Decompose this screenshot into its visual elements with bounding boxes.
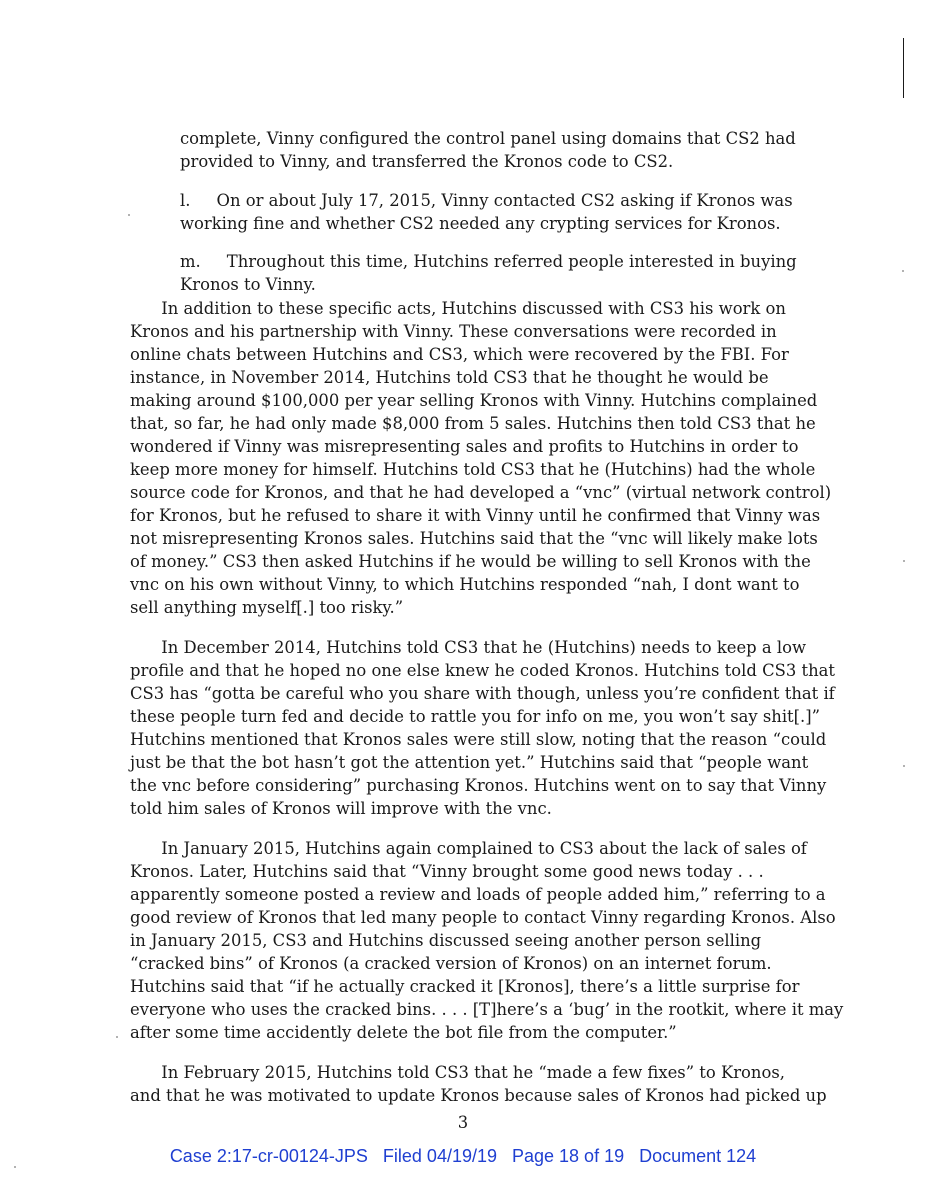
paragraph-line: Hutchins mentioned that Kronos sales were still slow, noting that the reason “could [130, 730, 827, 749]
list-item-m-line: m. Throughout this time, Hutchins referred people interested in buying [180, 252, 797, 271]
paragraph-line: for Kronos, but he refused to share it with Vinny until he confirmed that Vinny was [130, 506, 821, 525]
paragraph-line: good review of Kronos that led many people to contact Vinny regarding Kronos. Also [130, 908, 836, 927]
paragraph-line: and that he was motivated to update Kronos because sales of Kronos had picked up [130, 1086, 827, 1105]
paragraph-line: complete, Vinny configured the control panel using domains that CS2 had [180, 129, 796, 148]
scan-speck [903, 765, 905, 767]
paragraph-line: keep more money for himself. Hutchins told CS3 that he (Hutchins) had the whole [130, 460, 816, 479]
paragraph-line: Kronos. Later, Hutchins said that “Vinny brought some good news today . . . [130, 862, 764, 881]
paragraph-line: profile and that he hoped no one else knew he coded Kronos. Hutchins told CS3 that [130, 661, 835, 680]
paragraph-line: that, so far, he had only made $8,000 from 5 sales. Hutchins then told CS3 that he [130, 414, 816, 433]
paragraph-line: making around $100,000 per year selling Kronos with Vinny. Hutchins complained [130, 391, 818, 410]
paragraph-line: not misrepresenting Kronos sales. Hutchins said that the “vnc will likely make lots [130, 529, 818, 548]
list-item-l-line: working fine and whether CS2 needed any crypting services for Kronos. [180, 214, 781, 233]
paragraph-line: online chats between Hutchins and CS3, which were recovered by the FBI. For [130, 345, 789, 364]
paragraph-line: in January 2015, CS3 and Hutchins discussed seeing another person selling [130, 931, 762, 950]
paragraph-line: provided to Vinny, and transferred the Kronos code to CS2. [180, 152, 674, 171]
paragraph-line: told him sales of Kronos will improve with the vnc. [130, 799, 552, 818]
paragraph-line: these people turn fed and decide to rattle you for info on me, you won’t say shit[.]” [130, 707, 821, 726]
scan-speck [902, 270, 904, 272]
page-number: 3 [457, 1113, 469, 1132]
scan-speck [128, 214, 130, 216]
paragraph-line: sell anything myself[.] too risky.” [130, 598, 404, 617]
list-item-m-line: Kronos to Vinny. [180, 275, 316, 294]
paragraph-line: Hutchins said that “if he actually cracked it [Kronos], there’s a little surprise for [130, 977, 800, 996]
paragraph-line: after some time accidently delete the bot file from the computer.” [130, 1023, 677, 1042]
paragraph-line: wondered if Vinny was misrepresenting sales and profits to Hutchins in order to [130, 437, 799, 456]
paragraph-line: apparently someone posted a review and loads of people added him,” referring to a [130, 885, 826, 904]
scan-artifact-line [903, 38, 905, 98]
paragraph-line: In February 2015, Hutchins told CS3 that he “made a few fixes” to Kronos, [130, 1063, 785, 1082]
paragraph-line: CS3 has “gotta be careful who you share with though, unless you’re confident that if [130, 684, 835, 703]
case-footer: Case 2:17-cr-00124-JPS Filed 04/19/19 Page 18 of 19 Document 124 [169, 1146, 757, 1166]
paragraph-line: vnc on his own without Vinny, to which Hutchins responded “nah, I dont want to [130, 575, 800, 594]
paragraph-line: In January 2015, Hutchins again complained to CS3 about the lack of sales of [130, 839, 807, 858]
paragraph-line: Kronos and his partnership with Vinny. These conversations were recorded in [130, 322, 777, 341]
list-item-l-line: l. On or about July 17, 2015, Vinny contacted CS2 asking if Kronos was [180, 191, 793, 210]
paragraph-line: of money.” CS3 then asked Hutchins if he would be willing to sell Kronos with the [130, 552, 811, 571]
paragraph-line: just be that the bot hasn’t got the attention yet.” Hutchins said that “people want [130, 753, 809, 772]
paragraph-line: “cracked bins” of Kronos (a cracked version of Kronos) on an internet forum. [130, 954, 772, 973]
scan-speck [116, 1036, 118, 1038]
paragraph-line: source code for Kronos, and that he had developed a “vnc” (virtual network control) [130, 483, 832, 502]
paragraph-line: instance, in November 2014, Hutchins told CS3 that he thought he would be [130, 368, 769, 387]
paragraph-line: the vnc before considering” purchasing Kronos. Hutchins went on to say that Vinny [130, 776, 827, 795]
paragraph-line: In December 2014, Hutchins told CS3 that he (Hutchins) needs to keep a low [130, 638, 806, 657]
scan-speck [903, 560, 905, 562]
paragraph-line: In addition to these specific acts, Hutchins discussed with CS3 his work on [130, 299, 786, 318]
paragraph-line: everyone who uses the cracked bins. . . . [T]here’s a ‘bug’ in the rootkit, where it may [130, 1000, 844, 1019]
